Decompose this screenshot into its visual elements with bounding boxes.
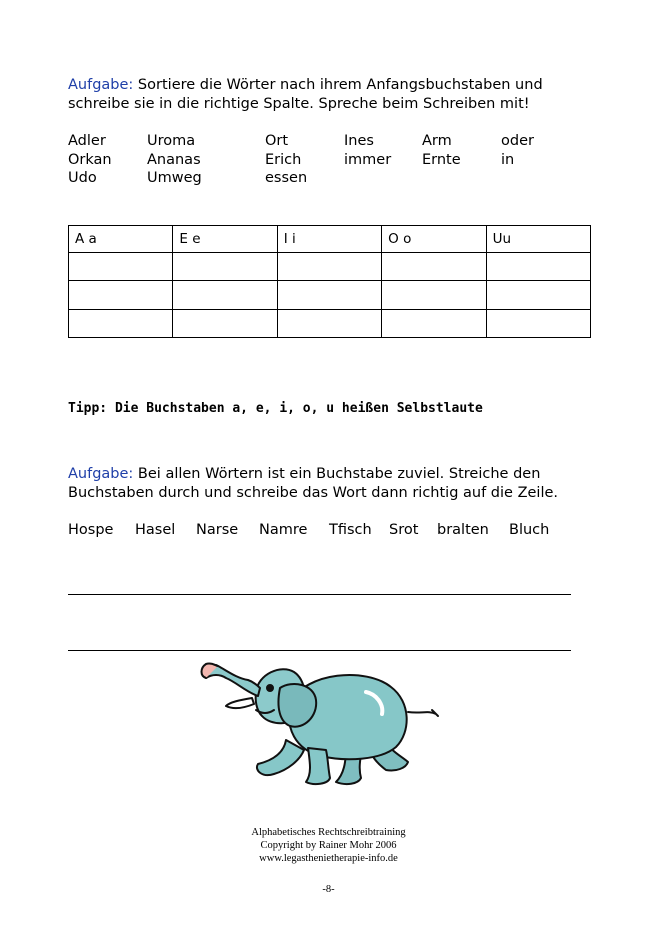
word: Hasel <box>135 522 176 538</box>
word: Arm <box>422 133 452 149</box>
table-cell <box>277 253 381 281</box>
task-2-instructions <box>68 465 638 503</box>
task-1-instructions <box>68 76 628 114</box>
word: Ernte <box>422 151 461 168</box>
table-cell <box>173 253 277 281</box>
task-2-line-1 <box>68 465 638 484</box>
word: Udo <box>68 170 97 186</box>
word: Ines <box>344 133 374 149</box>
table-cell <box>69 253 173 281</box>
footer <box>0 826 657 865</box>
table-cell <box>173 309 277 337</box>
word: Adler <box>68 133 106 149</box>
table-cell <box>277 309 381 337</box>
elephant-illustration <box>196 652 452 790</box>
table-cell <box>69 309 173 337</box>
footer-copyright: Copyright by Rainer Mohr 2006 <box>260 840 397 851</box>
table-header-row <box>69 226 591 253</box>
column-header: A a <box>69 226 173 253</box>
sorting-table <box>68 225 591 338</box>
table-cell <box>173 281 277 309</box>
table-cell <box>486 309 590 337</box>
misspelled-words <box>0 522 657 542</box>
word: Orkan <box>68 151 112 168</box>
writing-line <box>68 650 571 651</box>
task-1-text-2: schreibe sie in die richtige Spalte. Spreche beim Schreiben mit! <box>68 96 530 112</box>
writing-line <box>68 594 571 595</box>
column-header: E e <box>173 226 277 253</box>
tip-text: Tipp: Die Buchstaben a, e, i, o, u heißen Selbstlaute <box>68 401 483 416</box>
table-cell <box>69 281 173 309</box>
column-header: Uu <box>486 226 590 253</box>
word: oder <box>501 133 534 149</box>
table-row <box>69 309 591 337</box>
word: Ort <box>265 133 289 149</box>
word: Ananas <box>147 151 201 168</box>
word: bralten <box>437 522 489 538</box>
word: Srot <box>389 522 419 538</box>
table-cell <box>486 281 590 309</box>
task-2-label: Aufgabe: <box>68 466 134 482</box>
column-header: O o <box>382 226 486 253</box>
word: Narse <box>196 522 239 538</box>
word: Tfisch <box>329 522 372 538</box>
word: essen <box>265 170 308 186</box>
footer-url: www.legasthenietherapie-info.de <box>259 853 398 864</box>
table-cell <box>382 309 486 337</box>
footer-title: Alphabetisches Rechtschreibtraining <box>251 827 406 838</box>
table-cell <box>382 253 486 281</box>
word: Uroma <box>147 133 196 149</box>
table-cell <box>277 281 381 309</box>
table-row <box>69 253 591 281</box>
task-1-text-1: Sortiere die Wörter nach ihrem Anfangsbuchstaben und <box>133 77 543 93</box>
word: Namre <box>259 522 308 538</box>
word: Erich <box>265 151 302 168</box>
column-header: I i <box>277 226 381 253</box>
word: Hospe <box>68 522 114 538</box>
table-row <box>69 281 591 309</box>
word: in <box>501 151 515 168</box>
word: Umweg <box>147 170 202 186</box>
task-1-label: Aufgabe: <box>68 77 134 93</box>
page-number: -8- <box>322 884 335 895</box>
word-list <box>0 132 657 192</box>
word: Bluch <box>509 522 550 538</box>
task-2-text-2: Buchstaben durch und schreibe das Wort dann richtig auf die Zeile. <box>68 485 559 501</box>
task-1-line-1 <box>68 76 628 95</box>
task-2-text-1: Bei allen Wörtern ist ein Buchstabe zuviel. Streiche den <box>133 466 541 482</box>
table-cell <box>486 253 590 281</box>
table-cell <box>382 281 486 309</box>
word: immer <box>344 151 392 168</box>
